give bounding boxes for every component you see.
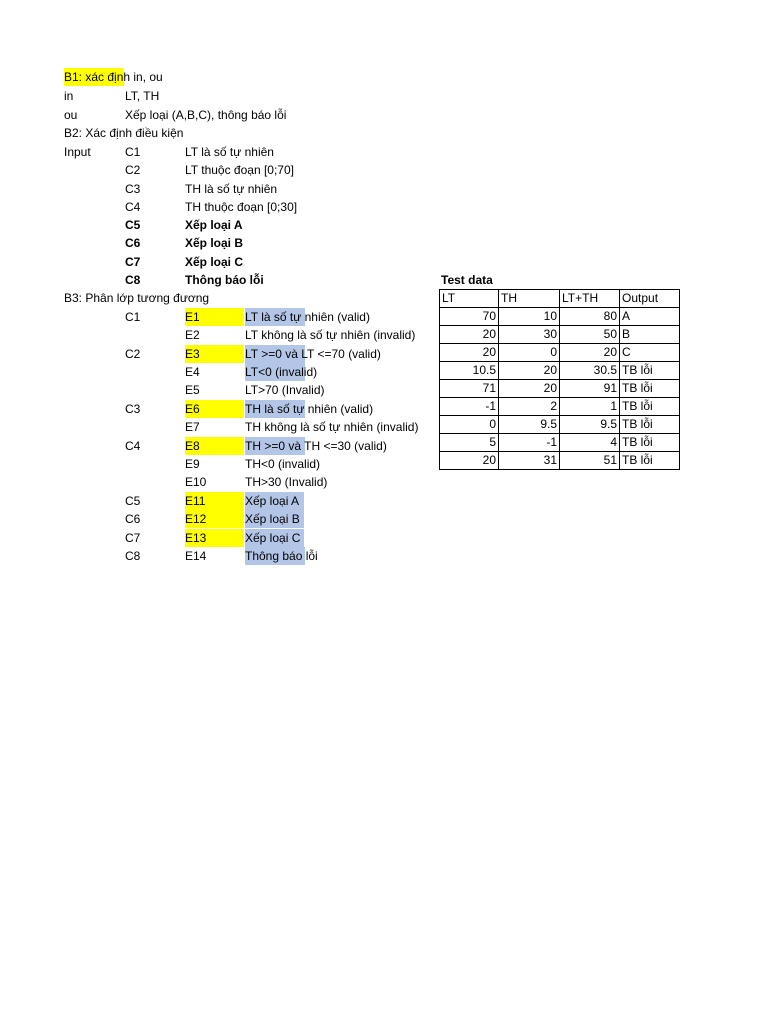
table-cell: 30.5 [560, 362, 620, 380]
table-cell: 10.5 [440, 362, 499, 380]
in-label: in [64, 89, 74, 103]
eq-text-highlight [245, 308, 370, 326]
table-cell: 30 [499, 326, 560, 344]
table-cell: 0 [499, 344, 560, 362]
table-cell: 9.5 [499, 416, 560, 434]
eq-text [245, 547, 318, 565]
table-cell: 4 [560, 434, 620, 452]
eq-text-value: LT >=0 và LT <=70 (valid) [245, 347, 381, 361]
eq-code: E1 [185, 308, 244, 326]
table-cell: A [620, 308, 680, 326]
table-row [440, 326, 680, 344]
eq-text-highlight [245, 400, 374, 418]
eq-text-highlight [245, 363, 318, 381]
table-cell: 20 [499, 380, 560, 398]
test-data-table [439, 289, 680, 470]
table-cell: 71 [440, 380, 499, 398]
condition-code: C6 [125, 236, 141, 250]
eq-code: E5 [185, 383, 200, 397]
b1-title [64, 68, 163, 86]
eq-code: E3 [185, 345, 244, 363]
table-cell: 20 [440, 326, 499, 344]
table-cell: -1 [440, 398, 499, 416]
condition-code: C4 [125, 200, 141, 214]
test-data-title: Test data [441, 273, 493, 287]
eq-code: E14 [185, 549, 207, 563]
table-cell: TB lỗi [620, 398, 680, 416]
table-cell: TB lỗi [620, 362, 680, 380]
condition-text: Xếp loại C [185, 255, 244, 269]
eq-text-highlight [245, 437, 387, 455]
eq-code: E11 [185, 492, 244, 510]
eq-text: TH không là số tự nhiên (invalid) [245, 420, 419, 434]
eq-cond: C3 [125, 402, 141, 416]
b1-title-highlight [64, 68, 163, 86]
condition-text: LT là số tự nhiên [185, 145, 274, 159]
eq-text [245, 400, 374, 418]
condition-text: TH là số tự nhiên [185, 182, 278, 196]
table-cell: 50 [560, 326, 620, 344]
b1-title-text: B1: xác định in, ou [64, 70, 163, 84]
ou-value: Xếp loại (A,B,C), thông báo lỗi [125, 108, 287, 122]
eq-text-value: LT là số tự nhiên (valid) [245, 310, 370, 324]
table-row [440, 344, 680, 362]
table-row [440, 362, 680, 380]
condition-text: Thông báo lỗi [185, 273, 264, 287]
table-row [440, 380, 680, 398]
table-cell: 2 [499, 398, 560, 416]
eq-cond: C5 [125, 494, 141, 508]
table-cell: TB lỗi [620, 380, 680, 398]
eq-text: TH>30 (Invalid) [245, 475, 328, 489]
table-cell: C [620, 344, 680, 362]
eq-text [245, 437, 387, 455]
eq-text-value: LT<0 (invalid) [245, 365, 318, 379]
table-cell: B [620, 326, 680, 344]
condition-code: C1 [125, 145, 141, 159]
condition-code: C7 [125, 255, 141, 269]
eq-cond: C7 [125, 531, 141, 545]
table-header-row [440, 290, 680, 308]
table-cell: 20 [440, 344, 499, 362]
table-row [440, 308, 680, 326]
eq-text [245, 345, 381, 363]
eq-code: E7 [185, 420, 200, 434]
eq-text-value: TH là số tự nhiên (valid) [245, 402, 374, 416]
eq-cond: C6 [125, 512, 141, 526]
ou-label: ou [64, 108, 78, 122]
table-cell: TB lỗi [620, 452, 680, 470]
in-value: LT, TH [125, 89, 160, 103]
b2-title: B2: Xác định điều kiện [64, 126, 184, 140]
eq-code: E2 [185, 328, 200, 342]
condition-text: LT thuộc đoạn [0;70] [185, 163, 294, 177]
eq-text: LT không là số tự nhiên (invalid) [245, 328, 416, 342]
eq-text: TH<0 (invalid) [245, 457, 321, 471]
eq-code: E4 [185, 365, 200, 379]
column-header: LT [440, 290, 499, 308]
eq-text-value: TH >=0 và TH <=30 (valid) [245, 439, 387, 453]
table-cell: TB lỗi [620, 416, 680, 434]
eq-text-value: Thông báo lỗi [245, 549, 318, 563]
column-header: TH [499, 290, 560, 308]
eq-text [245, 308, 370, 326]
table-cell: 0 [440, 416, 499, 434]
table-cell: 5 [440, 434, 499, 452]
condition-code: C2 [125, 163, 141, 177]
eq-code: E12 [185, 510, 244, 528]
table-cell: 51 [560, 452, 620, 470]
eq-cond: C4 [125, 439, 141, 453]
table-cell: 1 [560, 398, 620, 416]
table-cell: 31 [499, 452, 560, 470]
eq-code: E8 [185, 437, 244, 455]
table-cell: 10 [499, 308, 560, 326]
eq-text-highlight [245, 547, 318, 565]
condition-text: TH thuộc đoạn [0;30] [185, 200, 298, 214]
table-cell: 20 [560, 344, 620, 362]
condition-code: C3 [125, 182, 141, 196]
condition-code: C5 [125, 218, 141, 232]
table-row [440, 398, 680, 416]
eq-cond: C2 [125, 347, 141, 361]
table-cell: TB lỗi [620, 434, 680, 452]
table-cell: 20 [499, 362, 560, 380]
eq-code: E10 [185, 475, 207, 489]
eq-code: E6 [185, 400, 244, 418]
table-row [440, 434, 680, 452]
column-header: Output [620, 290, 680, 308]
eq-text [245, 363, 318, 381]
eq-text: Xếp loại B [245, 510, 304, 528]
table-cell: 9.5 [560, 416, 620, 434]
column-header: LT+TH [560, 290, 620, 308]
eq-text: Xếp loại A [245, 492, 304, 510]
eq-text-highlight [245, 345, 381, 363]
eq-code: E9 [185, 457, 200, 471]
eq-cond: C1 [125, 310, 141, 324]
table-cell: 20 [440, 452, 499, 470]
eq-text: Xếp loại C [245, 529, 304, 547]
table-cell: -1 [499, 434, 560, 452]
table-row [440, 452, 680, 470]
eq-text: LT>70 (Invalid) [245, 383, 325, 397]
table-cell: 80 [560, 308, 620, 326]
eq-code: E13 [185, 529, 244, 547]
input-label: Input [64, 145, 91, 159]
condition-code: C8 [125, 273, 141, 287]
table-cell: 70 [440, 308, 499, 326]
condition-text: Xếp loại A [185, 218, 243, 232]
condition-text: Xếp loại B [185, 236, 244, 250]
table-row [440, 416, 680, 434]
b3-title: B3: Phân lớp tương đương [64, 291, 210, 305]
table-cell: 91 [560, 380, 620, 398]
eq-cond: C8 [125, 549, 141, 563]
